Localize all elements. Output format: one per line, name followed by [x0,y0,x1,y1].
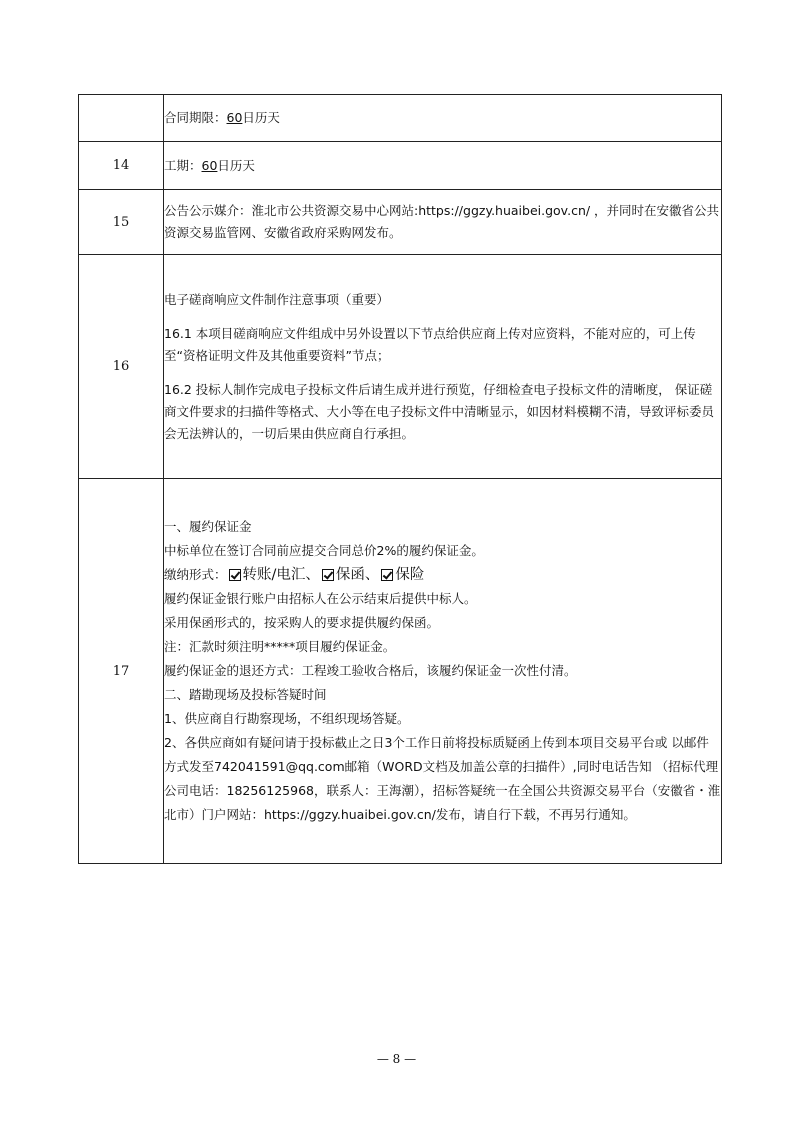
payment-option-insurance: 保险 [395,567,425,583]
contract-period-suffix: 日历天 [242,110,280,125]
work-period-suffix: 日历天 [217,157,255,173]
row-content [164,190,722,255]
bond-guarantee-form: 采用保函形式的，按采购人的要求提供履约保函。 [164,615,440,630]
checked-checkbox-icon [229,569,241,581]
checked-checkbox-icon [381,569,393,581]
bond-remittance-note: 注：汇款时须注明*****项目履约保证金。 [164,639,396,654]
performance-bond-amount: 中标单位在签订合同前应提交合同总价2%的履约保证金。 [164,543,484,558]
payment-forms-label: 缴纳形式： [164,567,227,582]
electronic-file-notice-title: 电子磋商响应文件制作注意事项（重要） [164,291,390,307]
performance-bond-heading: 一、履约保证金 [164,519,252,534]
payment-option-transfer: 转账/电汇、 [242,567,320,583]
row-number [79,95,164,142]
row-number: 15 [79,190,164,255]
table-row [79,190,722,255]
work-period-label: 工期： [164,157,202,173]
bond-bank-account: 履约保证金银行账户由招标人在公示结束后提供中标人。 [164,591,477,606]
notice-item-16-2: 16.2 投标人制作完成电子投标文件后请生成并进行预览，仔细检查电子投标文件的清晰度， 保证磋商文件要求的扫描件等格式、大小等在电子投标文件中清晰显示，如因材料模糊不清，导致评标委员会无法辨认的，一切后果由供应商自行承担。 [164,381,715,441]
tender-info-table [78,94,722,864]
announcement-media: 公告公示媒介：淮北市公共资源交易中心网站:https://ggzy.huaibei.gov.cn/ ，并同时在安徽省公共资源交易监管网、安徽省政府采购网发布。 [164,203,720,240]
row-content [164,479,722,864]
page-number: — 8 — [376,1052,417,1066]
row-number: 16 [79,255,164,479]
table-row [79,479,722,864]
site-visit-item-1: 1、供应商自行勘察现场，不组织现场答疑。 [164,711,410,726]
payment-forms [164,563,721,587]
work-period [164,155,721,177]
row-content [164,95,722,142]
contract-period [164,107,721,129]
row-number: 14 [79,142,164,190]
row-number: 17 [79,479,164,864]
table-row [79,255,722,479]
notice-item-16-1: 16.1 本项目磋商响应文件组成中另外设置以下节点给供应商上传对应资料，不能对应的，可上传至“资格证明文件及其他重要资料”节点； [164,325,696,363]
table-row [79,142,722,190]
row-content [164,255,722,479]
table-row [79,95,722,142]
site-visit-item-2: 2、各供应商如有疑问请于投标截止之日3个工作日前将投标质疑函上传到本项目交易平台或 以邮件方式发至742041591@qq.com邮箱（WORD文档及加盖公章的扫描件）,同时电话告知 （招标代理公司电话：18256125968，联系人：王海潮），招标答疑统一在全国公共资源交易平台（安徽省・淮北市）门户网站：https://ggzy.huaibei.gov.cn/发布，请自行下载，不再另行通知。 [164,735,721,822]
checked-checkbox-icon [322,569,334,581]
work-period-days: 60 [201,157,218,173]
contract-period-label: 合同期限： [164,110,227,125]
payment-option-guarantee: 保函、 [335,567,380,583]
bond-refund-method: 履约保证金的退还方式：工程竣工验收合格后，该履约保证金一次性付清。 [164,663,577,678]
contract-period-days: 60 [226,110,243,125]
site-visit-heading: 二、踏勘现场及投标答疑时间 [164,687,327,702]
row-content [164,142,722,190]
